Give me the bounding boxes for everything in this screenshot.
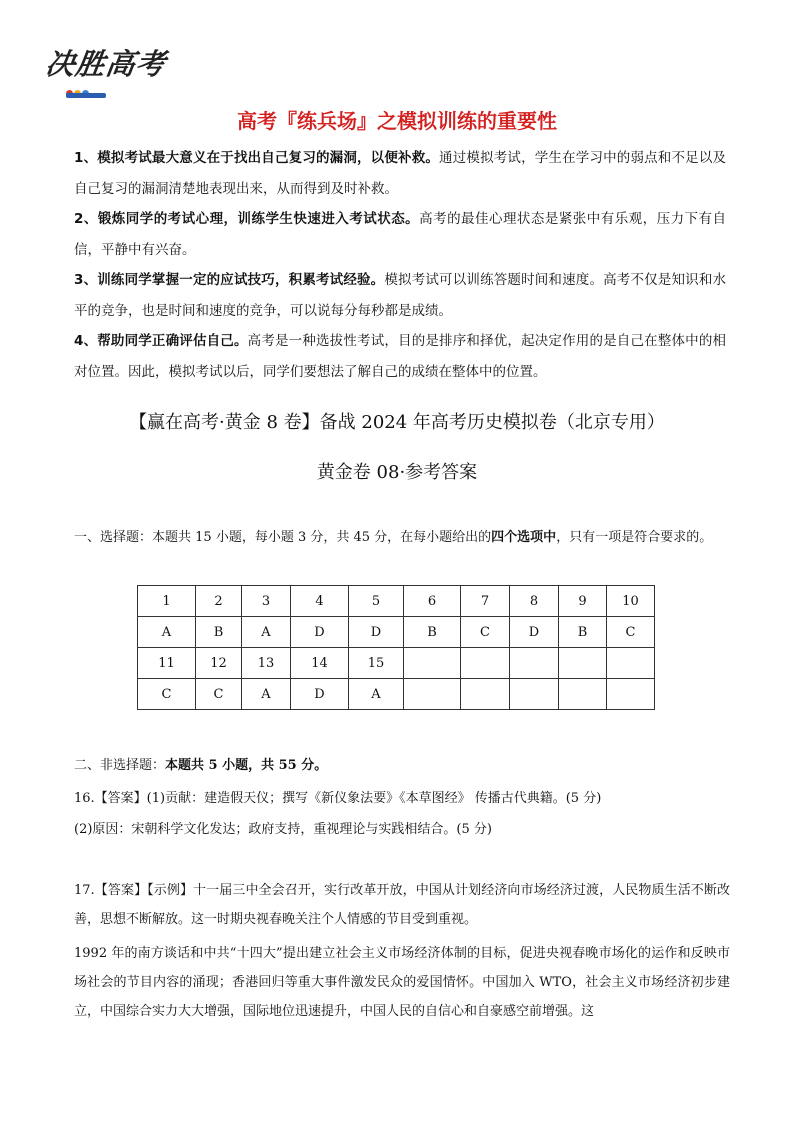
- table-cell: [559, 679, 607, 710]
- table-cell: C: [607, 617, 655, 648]
- point-1-text: 通过模拟考试，学生在学习中的弱点和不足以及自己复习的漏洞清楚地表现出来，从而得到及时补救。: [74, 150, 726, 197]
- table-cell: B: [559, 617, 607, 648]
- logo-bar: [66, 93, 106, 98]
- section-1-heading: [74, 523, 730, 553]
- table-cell: [510, 648, 559, 679]
- section-2-bold: 本题共 5 小题，共 55 分。: [165, 758, 328, 773]
- section-1-bold-b: 四个选项中: [491, 530, 557, 545]
- point-1: [74, 143, 726, 204]
- table-cell: 10: [607, 586, 655, 617]
- table-row: [138, 586, 655, 617]
- table-row: [138, 679, 655, 710]
- table-cell: 8: [510, 586, 559, 617]
- table-cell: D: [291, 617, 349, 648]
- table-cell: A: [242, 679, 291, 710]
- point-4-text: 高考是一种选拔性考试，目的是排序和择优，起决定作用的是自己在整体中的相对位置。因此，模拟考试以后，同学们要想法了解自己的成绩在整体中的位置。: [74, 333, 726, 380]
- section-1-rest: ，只有一项是符合要求的。: [556, 530, 713, 545]
- q16-answer-line-2: (2)原因：宋朝科学文化发达；政府支持，重视理论与实践相结合。(5 分): [74, 822, 492, 837]
- section-2-heading: [74, 751, 730, 781]
- table-cell: 9: [559, 586, 607, 617]
- table-cell: [461, 648, 510, 679]
- table-cell: 13: [242, 648, 291, 679]
- logo-dots: [66, 82, 90, 101]
- point-4-heading: 4、帮助同学正确评估自己。: [74, 333, 248, 349]
- table-cell: [461, 679, 510, 710]
- table-cell: 4: [291, 586, 349, 617]
- table-cell: B: [196, 617, 242, 648]
- table-cell: 6: [404, 586, 461, 617]
- logo-text: 决胜高考: [43, 47, 169, 81]
- section-2-prefix: 二、非选择题：: [74, 758, 166, 773]
- exam-title: 【赢在高考·黄金 8 卷】备战 2024 年高考历史模拟卷（北京专用）: [129, 412, 665, 433]
- section-1-bold-a: 本题共 15 小题，每小题 3 分，共 45 分，在每小题给出的: [152, 530, 492, 545]
- table-cell: A: [138, 617, 196, 648]
- table-cell: [404, 679, 461, 710]
- q17-answer-para-1: 17.【答案】【示例】十一届三中全会召开，实行改革开放，中国从计划经济向市场经济过渡，人民物质生活不断改善，思想不断解放。这一时期央视春晚关注个人情感的节目受到重视。: [74, 883, 730, 927]
- table-cell: D: [349, 617, 404, 648]
- answer-table: [137, 585, 655, 710]
- table-cell: [404, 648, 461, 679]
- table-cell: C: [461, 617, 510, 648]
- table-cell: 1: [138, 586, 196, 617]
- table-cell: A: [242, 617, 291, 648]
- table-cell: [607, 679, 655, 710]
- point-2-text: 高考的最佳心理状态是紧张中有乐观，压力下有自信，平静中有兴奋。: [74, 211, 726, 258]
- point-3-text: 模拟考试可以训练答题时间和速度。高考不仅是知识和水平的竞争，也是时间和速度的竞争，可以说每分每秒都是成绩。: [74, 272, 726, 319]
- table-cell: [510, 679, 559, 710]
- point-1-heading: 1、模拟考试最大意义在于找出自己复习的漏洞，以便补救。: [74, 150, 440, 166]
- point-2-heading: 2、锻炼同学的考试心理，训练学生快速进入考试状态。: [74, 211, 420, 227]
- table-cell: 14: [291, 648, 349, 679]
- table-cell: 11: [138, 648, 196, 679]
- table-row: [138, 648, 655, 679]
- table-cell: 3: [242, 586, 291, 617]
- table-cell: D: [510, 617, 559, 648]
- table-cell: A: [349, 679, 404, 710]
- point-4: [74, 326, 726, 387]
- brand-logo: [43, 40, 169, 112]
- table-cell: [607, 648, 655, 679]
- exam-subtitle: 黄金卷 08·参考答案: [316, 462, 478, 483]
- table-cell: 12: [196, 648, 242, 679]
- table-cell: 7: [461, 586, 510, 617]
- table-cell: [559, 648, 607, 679]
- section-1-prefix: 一、选择题：: [74, 530, 153, 545]
- table-cell: D: [291, 679, 349, 710]
- point-3-heading: 3、训练同学掌握一定的应试技巧，积累考试经验。: [74, 272, 385, 288]
- table-cell: 5: [349, 586, 404, 617]
- table-cell: 15: [349, 648, 404, 679]
- q16-answer-line-1: 16.【答案】(1)贡献：建造假天仪；撰写《新仪象法要》《本草图经》 传播古代典籍。(5 分): [74, 791, 602, 806]
- banner-title: 高考『练兵场』之模拟训练的重要性: [237, 109, 557, 133]
- table-cell: B: [404, 617, 461, 648]
- table-cell: C: [196, 679, 242, 710]
- point-2: [74, 204, 726, 265]
- table-cell: 2: [196, 586, 242, 617]
- table-row: [138, 617, 655, 648]
- table-cell: C: [138, 679, 196, 710]
- point-3: [74, 265, 726, 326]
- q17-answer-para-2: 1992 年的南方谈话和中共“十四大”提出建立社会主义市场经济体制的目标，促进央视春晚市场化的运作和反映市场社会的节目内容的涌现；香港回归等重大事件激发民众的爱国情怀。中国加入 WTO，社会主义市场经济初步建立，中国综合实力大大增强，国际地位迅速提升，中国人民的自信心和自豪感空前增强。这: [74, 946, 730, 1019]
